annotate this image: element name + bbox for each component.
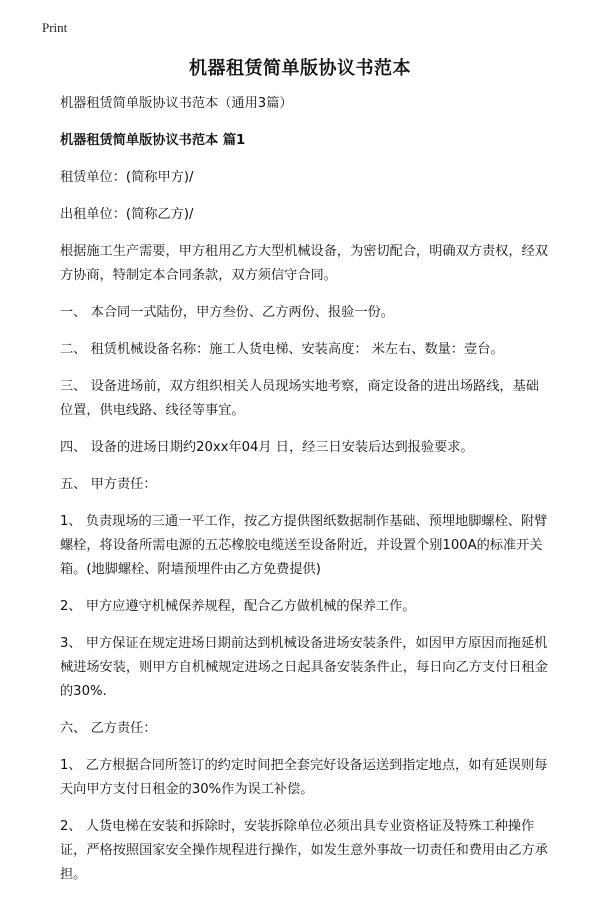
- clause-6-item-1: 1、 乙方根据合同所签订的约定时间把全套完好设备运送到指定地点，如有延误则每天向甲方支付日租金的30%作为误工补偿。: [60, 758, 548, 797]
- document-title: 机器租赁简单版协议书范本: [189, 58, 411, 79]
- clause-3: 三、 设备进场前，双方组织相关人员现场实地考察，商定设备的进出场路线，基础位置，供电线路、线径等事宜。: [60, 379, 539, 418]
- clause-5-item-3: 3、 甲方保证在规定进场日期前达到机械设备进场安装条件，如因甲方原因而拖延机械进场安装，则甲方自机械规定进场之日起具备安装条件止，每日向乙方支付日租金的30%.: [60, 636, 548, 699]
- lessor-line: 出租单位：(简称乙方)/: [60, 207, 194, 222]
- clause-2: 二、 租赁机械设备名称：施工人货电梯、安装高度： 米左右、数量：壹台。: [60, 342, 504, 357]
- clause-5-item-1: 1、 负责现场的三通一平工作，按乙方提供图纸数据制作基础、预埋地脚螺栓、附臂螺栓，将设备所需电源的五芯橡胶电缆送至设备附近，并设置个别100A的标准开关箱。(地脚螺栓、附墙预埋件由乙方免费提供): [60, 514, 548, 577]
- document-body: [60, 92, 550, 900]
- clause-5-heading: 五、 甲方责任：: [60, 477, 157, 492]
- clause-1: 一、 本合同一式陆份，甲方叁份、乙方两份、报验一份。: [60, 305, 394, 320]
- clause-6-heading: 六、 乙方责任：: [60, 721, 157, 736]
- lessee-line: 租赁单位：(简称甲方)/: [60, 170, 194, 185]
- section-heading: 机器租赁简单版协议书范本 篇1: [60, 133, 246, 148]
- clause-4: 四、 设备的进场日期约20xx年04月 日，经三日安装后达到报验要求。: [60, 440, 474, 455]
- print-label[interactable]: Print: [42, 20, 68, 35]
- intro-paragraph: 根据施工生产需要，甲方租用乙方大型机械设备，为密切配合，明确双方责权，经双方协商，特制定本合同条款，双方须信守合同。: [60, 244, 548, 283]
- clause-5-item-2: 2、 甲方应遵守机械保养规程，配合乙方做机械的保养工作。: [60, 599, 416, 614]
- clause-6-item-2: 2、 人货电梯在安装和拆除时，安装拆除单位必须出具专业资格证及特殊工种操作证，严格按照国家安全操作规程进行操作，如发生意外事故一切责任和费用由乙方承担。: [60, 819, 548, 882]
- document-subtitle: 机器租赁简单版协议书范本（通用3篇）: [60, 96, 293, 111]
